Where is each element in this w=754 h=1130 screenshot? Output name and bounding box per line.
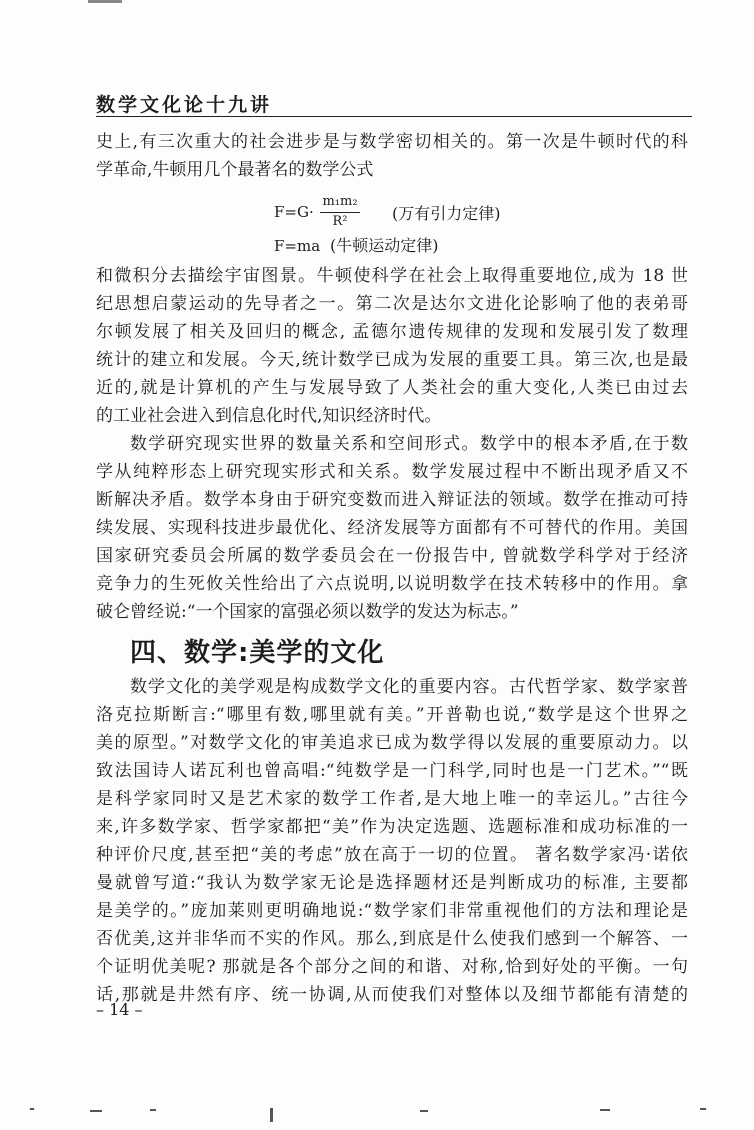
scan-mark <box>88 0 122 3</box>
text-line: 的工业社会进入到信息化时代,知识经济时代。 <box>96 406 442 426</box>
formula-expression: F=ma <box>274 237 321 255</box>
page-number: – 14 – <box>96 1000 143 1019</box>
text-line: 国家研究委员会所属的数学委员会在一份报告中, 曾就数学科学对于经济 <box>96 546 688 566</box>
scan-speck <box>90 1110 102 1112</box>
formula-label: (万有引力定律) <box>392 204 501 223</box>
text-line: 致法国诗人诺瓦利也曾高唱:“纯数学是一门科学,同时也是一门艺术。”“既 <box>96 761 688 781</box>
scan-speck <box>150 1109 156 1111</box>
text-line: 美的原型。”对数学文化的审美追求已成为数学得以发展的重要原动力。以 <box>96 733 688 753</box>
text-line: 洛克拉斯断言:“哪里有数,哪里就有美。”开普勒也说,“数学是这个世界之 <box>96 705 688 725</box>
text-line: 否优美,这并非华而不实的作风。那么,到底是什么使我们感到一个解答、一 <box>96 929 688 949</box>
text-line: 纪思想启蒙运动的先导者之一。第二次是达尔文进化论影响了他的表弟哥 <box>96 294 688 314</box>
text-line: 统计的建立和发展。今天,统计数学已成为发展的重要工具。第三次,也是最 <box>96 350 688 370</box>
scan-speck <box>600 1109 610 1111</box>
section-heading: 四、数学:美学的文化 <box>130 638 385 668</box>
text-line: 竞争力的生死攸关性给出了六点说明,以说明数学在技术转移中的作用。拿 <box>96 574 688 594</box>
formula-numerator: m₁m₂ <box>322 194 358 209</box>
text-line: 是科学家同时又是艺术家的数学工作者,是大地上唯一的幸运儿。”古往今 <box>96 789 688 809</box>
text-line: 断解决矛盾。数学本身由于研究变数而进入辩证法的领域。数学在推动可持 <box>96 490 688 510</box>
formula-lhs: F=G· <box>274 203 314 221</box>
text-line: 学革命,牛顿用几个最著名的数学公式 <box>96 160 374 180</box>
text-line: 近的,就是计算机的产生与发展导致了人类社会的重大变化,人类已由过去 <box>96 378 688 398</box>
fraction-bar <box>320 212 360 213</box>
formula-label: (牛顿运动定律) <box>330 236 439 255</box>
text-line: 和微积分去描绘宇宙图景。牛顿使科学在社会上取得重要地位,成为 18 世 <box>96 266 688 286</box>
text-line: 续发展、实现科技进步最优化、经济发展等方面都有不可替代的作用。美国 <box>96 518 688 538</box>
running-header: 数学文化论十九讲 <box>96 94 273 116</box>
formula-denominator: R² <box>332 214 348 229</box>
text-line: 学从纯粹形态上研究现实形式和关系。数学发展过程中不断出现矛盾又不 <box>96 462 688 482</box>
text-line: 尔顿发展了相关及回归的概念, 孟德尔遗传规律的发现和发展引发了数理 <box>96 322 688 342</box>
text-line: 数学文化的美学观是构成数学文化的重要内容。古代哲学家、数学家普 <box>130 677 688 697</box>
scan-speck <box>30 1108 34 1110</box>
scan-speck <box>270 1108 273 1122</box>
scan-speck <box>420 1110 428 1112</box>
text-line: 来,许多数学家、哲学家都把“美”作为决定选题、选题标准和成功标准的一 <box>96 817 688 837</box>
text-line: 曼就曾写道:“我认为数学家无论是选择题材还是判断成功的标准, 主要都 <box>96 873 688 893</box>
text-line: 个证明优美呢? 那就是各个部分之间的和谐、对称,恰到好处的平衡。一句 <box>96 957 688 977</box>
text-line: 话,那就是井然有序、统一协调,从而使我们对整体以及细节都能有清楚的 <box>96 985 688 1005</box>
text-line: 数学研究现实世界的数量关系和空间形式。数学中的根本矛盾,在于数 <box>130 434 688 454</box>
scan-speck <box>700 1108 706 1110</box>
text-line: 是美学的。”庞加莱则更明确地说:“数学家们非常重视他们的方法和理论是 <box>96 901 688 921</box>
text-line: 破仑曾经说:“一个国家的富强必须以数学的发达为标志。” <box>96 602 519 622</box>
header-rule <box>96 116 692 117</box>
text-line: 史上,有三次重大的社会进步是与数学密切相关的。第一次是牛顿时代的科 <box>96 132 688 152</box>
text-line: 种评价尺度,甚至把“美的考虑”放在高于一切的位置。 著名数学家冯·诺依 <box>96 845 688 865</box>
